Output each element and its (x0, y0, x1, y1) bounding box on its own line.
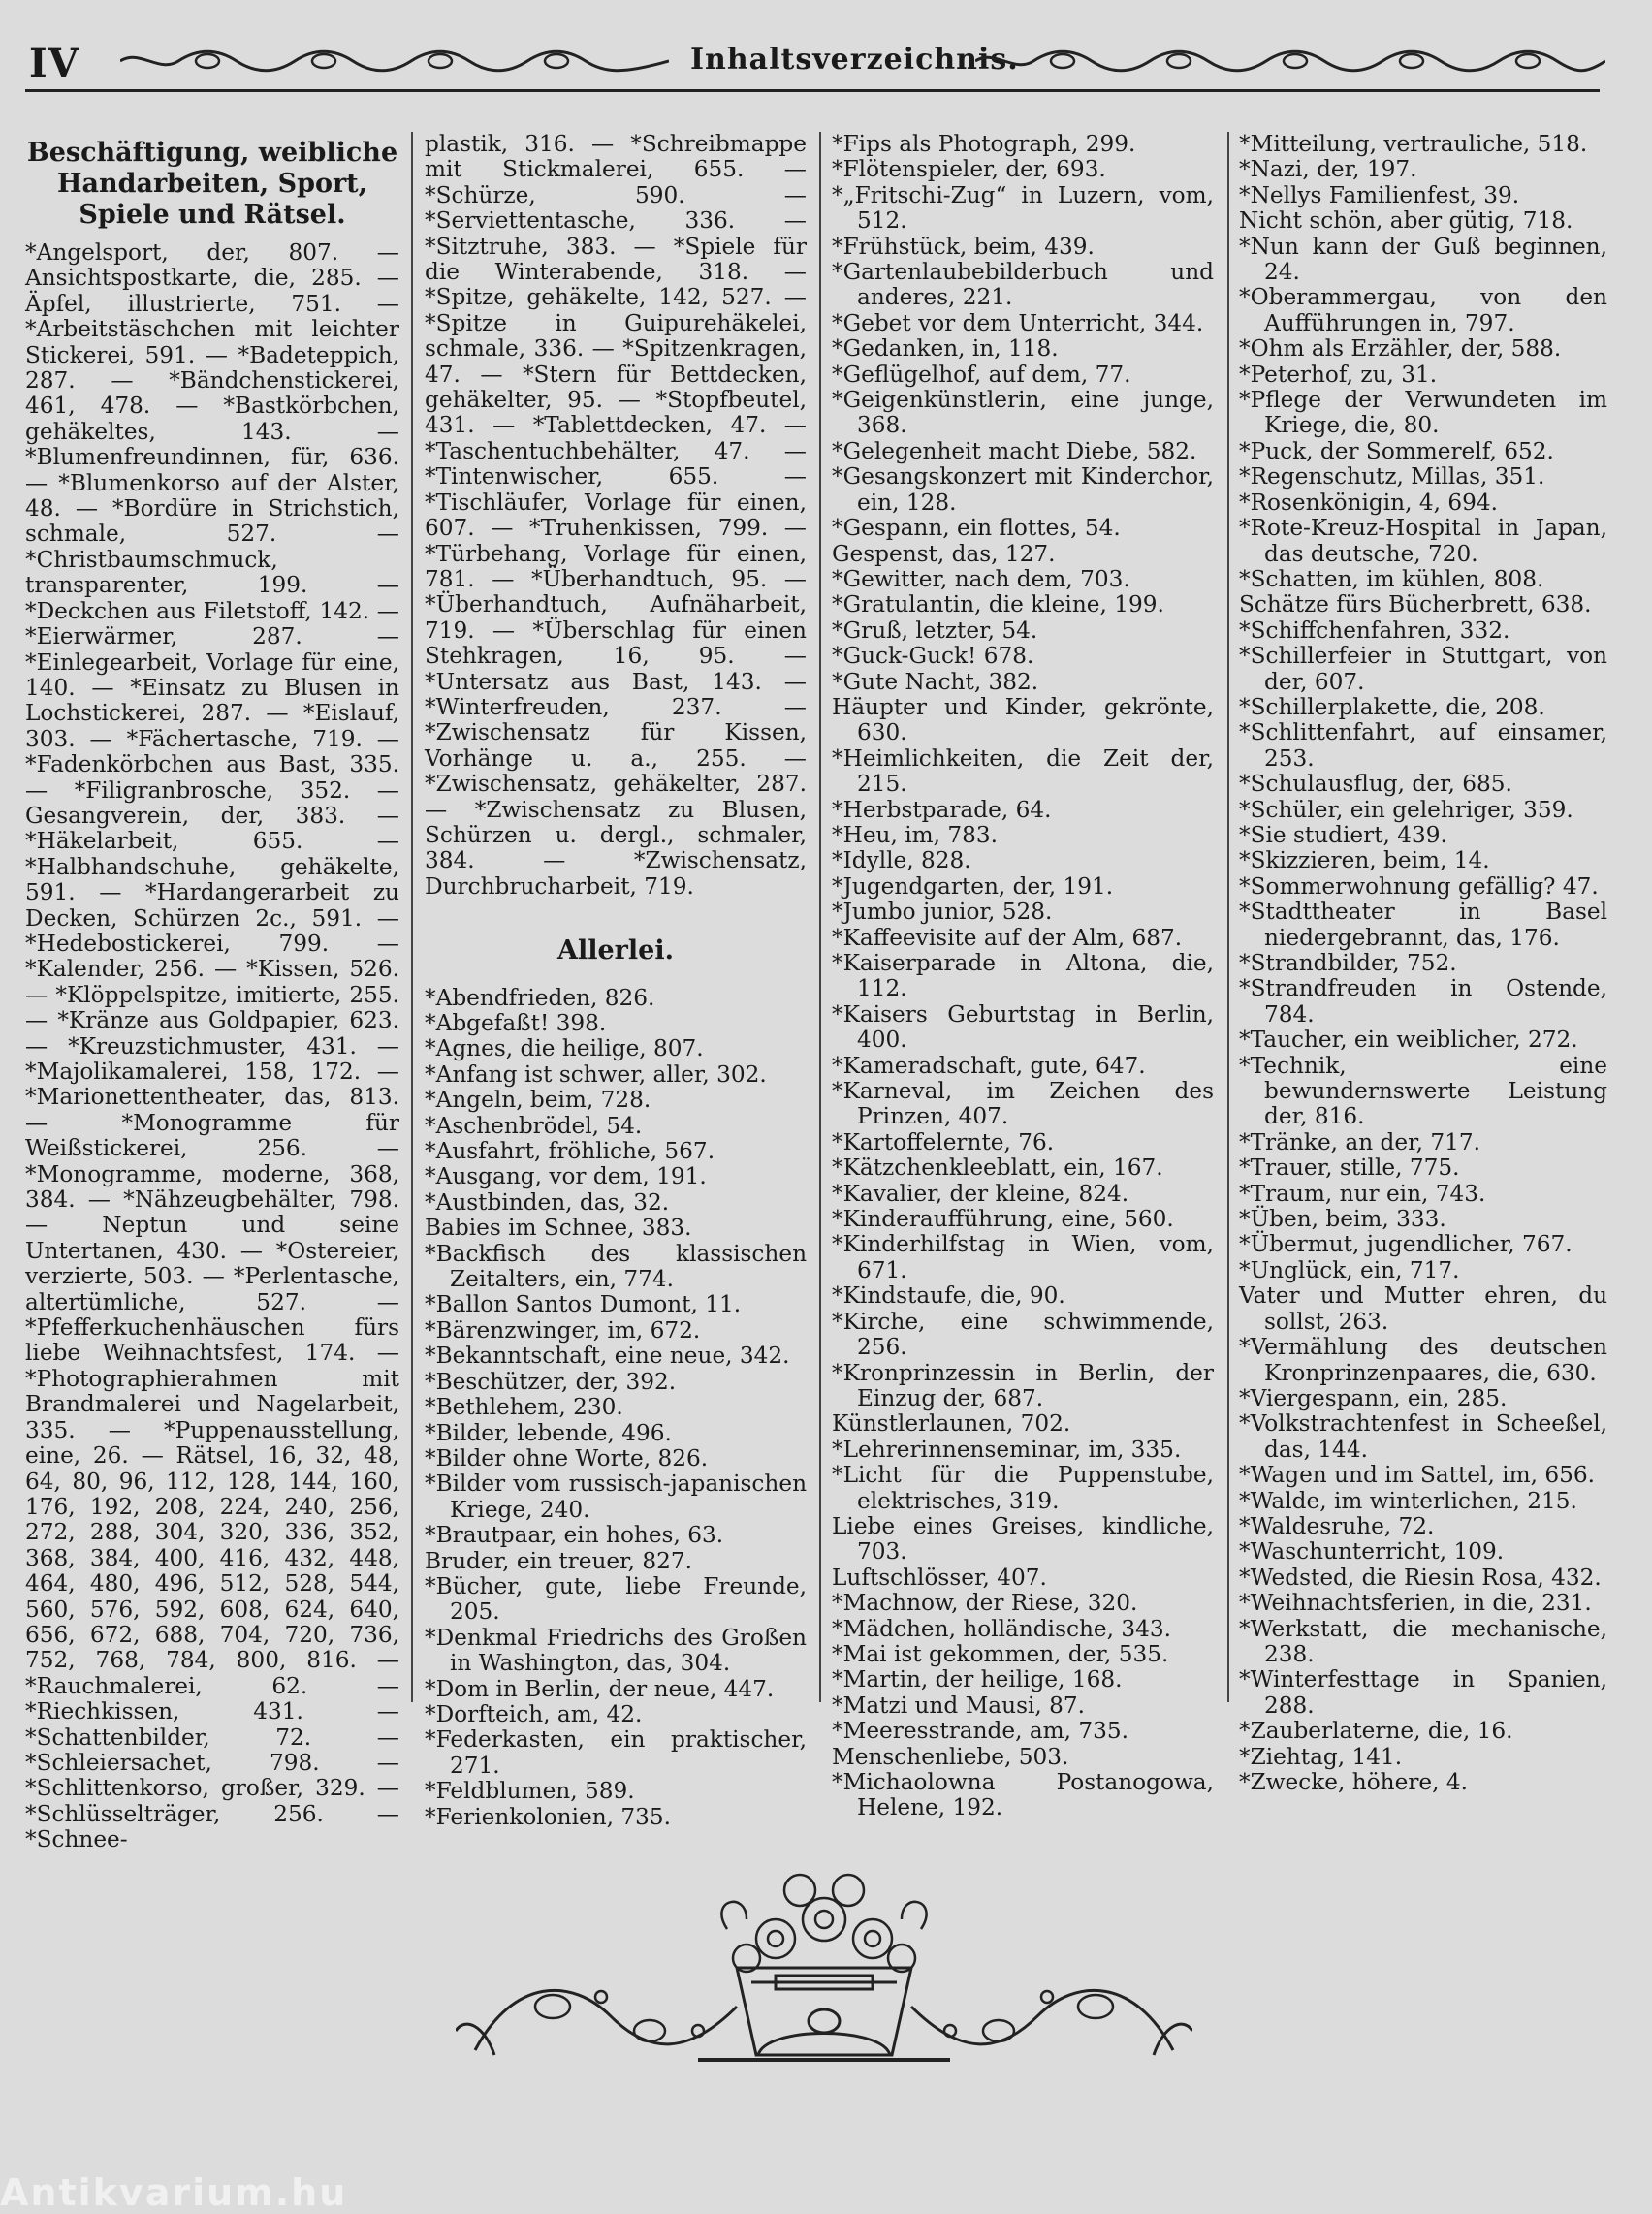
column-divider-2 (819, 132, 821, 1702)
page-number: IV (29, 41, 79, 86)
allerlei-entry: *Gesangskonzert mit Kinderchor, ein, 128. (832, 463, 1214, 516)
allerlei-entry: *Sommerwohnung gefällig? 47. (1239, 872, 1599, 900)
header-ornament-left (120, 48, 669, 74)
allerlei-entry: *Brautpaar, ein hohes, 63. (425, 1522, 724, 1549)
allerlei-entry: *Walde, im winterlichen, 215. (1239, 1487, 1577, 1514)
allerlei-entry: *Schillerplakette, die, 208. (1239, 693, 1545, 720)
watermark: Antikvarium.hu (0, 2171, 348, 2214)
allerlei-entry: Nicht schön, aber gütig, 718. (1239, 207, 1573, 235)
allerlei-entry: *Herbstparade, 64. (832, 796, 1052, 823)
allerlei-entry: *Ziehtag, 141. (1239, 1743, 1403, 1770)
allerlei-entry: *Bilder, lebende, 496. (425, 1419, 672, 1446)
allerlei-entry: *Ausgang, vor dem, 191. (425, 1163, 707, 1190)
allerlei-entry: *Guck-Guck! 678. (832, 643, 1034, 670)
allerlei-entry: *Martin, der heilige, 168. (832, 1666, 1123, 1693)
section-text-handarbeiten-continued: plastik, 316. — *Schreibmappe mit Stickmalerei, 655. — *Schürze, 590. — *Serviettentasche, 336. — *Sitztruhe, 383. — *Spiele für die Winterabende, 318. — *Spitze, gehäkelte, 142, 527. — *Spitze in Guipurehäkelei, schmale, 336. — *Spitzenkragen, 47. — *Stern für Bettdecken, gehäkelter, 95. — *Stopfbeutel, 431. — *Tablettdecken, 47. — *Taschentuchbehälter, 47. — *Tintenwischer, 655. — *Tischläufer, Vorlage für einen, 607. — *Truhenkissen, 799. — *Türbehang, Vorlage für einen, 781. — *Überhandtuch, 95. — *Überhandtuch, Aufnäharbeit, 719. — *Überschlag für einen Stehkragen, 16, 95. — *Untersatz aus Bast, 143. — *Winterfreuden, 237. — *Zwischensatz für Kissen, Vorhänge u. a., 255. — *Zwischensatz, gehäkelter, 287. — *Zwischensatz zu Blusen, Schürzen u. dergl., schmaler, 384. — *Zwischensatz, Durchbrucharbeit, 719. (425, 131, 807, 900)
allerlei-entry: *Schatten, im kühlen, 808. (1239, 565, 1544, 592)
allerlei-entry: *Fips als Photograph, 299. (832, 131, 1136, 157)
allerlei-entry: *Denkmal Friedrichs des Großen in Washington, das, 304. (425, 1624, 807, 1677)
allerlei-entry: *Strandbilder, 752. (1239, 950, 1457, 976)
allerlei-entry: *Rosenkönigin, 4, 694. (1239, 489, 1498, 516)
allerlei-entry: *Mädchen, holländische, 343. (832, 1615, 1171, 1642)
allerlei-entry: *Gewitter, nach dem, 703. (832, 565, 1130, 592)
allerlei-entry: *Karneval, im Zeichen des Prinzen, 407. (832, 1078, 1214, 1130)
allerlei-entry: *Strandfreuden in Ostende, 784. (1239, 975, 1607, 1028)
allerlei-entry: *Rote-Kreuz-Hospital in Japan, das deutsche, 720. (1239, 515, 1607, 567)
allerlei-entry: *Ferienkolonien, 735. (425, 1803, 672, 1830)
allerlei-entry: *Michaolowna Postanogowa, Helene, 192. (832, 1769, 1214, 1821)
allerlei-entry: *Winterfesttage in Spanien, 288. (1239, 1666, 1607, 1719)
allerlei-entry: *Aschenbrödel, 54. (425, 1112, 643, 1139)
allerlei-entry: *Wedsted, die Riesin Rosa, 432. (1239, 1564, 1602, 1591)
allerlei-entry: Babies im Schnee, 383. (425, 1215, 692, 1242)
allerlei-entry: *Ausfahrt, fröhliche, 567. (425, 1138, 715, 1165)
allerlei-entry: *Oberammergau, von den Aufführungen in, 797. (1239, 284, 1607, 336)
index-column-2 (425, 132, 807, 1830)
allerlei-entry: *Traum, nur ein, 743. (1239, 1180, 1486, 1207)
allerlei-entry: *Kameradschaft, gute, 647. (832, 1052, 1146, 1079)
allerlei-entry: *Nellys Familienfest, 39. (1239, 181, 1520, 208)
allerlei-entry: *Stadttheater in Basel niedergebrannt, das, 176. (1239, 899, 1607, 951)
allerlei-entry: *Agnes, die heilige, 807. (425, 1035, 704, 1062)
allerlei-entry: *Lehrerinnenseminar, im, 335. (832, 1436, 1182, 1463)
allerlei-entry: *Licht für die Puppenstube, elektrisches, 319. (832, 1462, 1214, 1514)
allerlei-entry: *Kaffeevisite auf der Alm, 687. (832, 924, 1183, 951)
entry-list-allerlei-1 (425, 986, 807, 1830)
allerlei-entry: *Idylle, 828. (832, 847, 971, 874)
allerlei-entry: *Ballon Santos Dumont, 11. (425, 1291, 742, 1318)
entry-list-allerlei-2 (832, 132, 1214, 1821)
allerlei-entry: *Volkstrachtenfest in Scheeßel, das, 144. (1239, 1410, 1607, 1463)
allerlei-entry: *Skizzieren, beim, 14. (1239, 847, 1490, 874)
allerlei-entry: *Kartoffelernte, 76. (832, 1128, 1055, 1155)
allerlei-entry: *Trauer, stille, 775. (1239, 1154, 1460, 1182)
allerlei-entry: *Abgefaßt! 398. (425, 1010, 607, 1036)
allerlei-entry: *Feldblumen, 589. (425, 1778, 635, 1805)
allerlei-entry: *Dorfteich, am, 42. (425, 1700, 643, 1727)
allerlei-entry: *Unglück, ein, 717. (1239, 1256, 1460, 1283)
allerlei-entry: *Bekanntschaft, eine neue, 342. (425, 1343, 790, 1370)
allerlei-entry: *Ohm als Erzähler, der, 588. (1239, 335, 1562, 363)
allerlei-entry: *Viergespann, ein, 285. (1239, 1384, 1508, 1411)
allerlei-entry: *Bücher, gute, liebe Freunde, 205. (425, 1572, 807, 1626)
allerlei-entry: *Waldesruhe, 72. (1239, 1512, 1435, 1539)
allerlei-entry: *Schiffchenfahren, 332. (1239, 617, 1510, 644)
allerlei-entry: *Bilder ohne Worte, 826. (425, 1444, 709, 1471)
allerlei-entry: *Gruß, letzter, 54. (832, 617, 1038, 644)
allerlei-entry: *Puck, der Sommerelf, 652. (1239, 437, 1554, 464)
allerlei-entry: *Kinderhilfstag in Wien, vom, 671. (832, 1231, 1214, 1283)
allerlei-entry: *Kindstaufe, die, 90. (832, 1282, 1065, 1310)
allerlei-entry: *Gedanken, in, 118. (832, 335, 1059, 363)
index-column-1 (25, 132, 399, 1853)
allerlei-entry: Schätze fürs Bücherbrett, 638. (1239, 591, 1592, 618)
allerlei-entry: *Peterhof, zu, 31. (1239, 361, 1438, 388)
allerlei-entry: *Kätzchenkleeblatt, ein, 167. (832, 1154, 1163, 1182)
allerlei-entry: *Jumbo junior, 528. (832, 899, 1053, 926)
header-rule (25, 89, 1600, 92)
allerlei-entry: *Gelegenheit macht Diebe, 582. (832, 437, 1197, 464)
allerlei-entry: *Geflügelhof, auf dem, 77. (832, 361, 1131, 388)
allerlei-entry: *Mitteilung, vertrauliche, 518. (1239, 131, 1588, 157)
allerlei-entry: *Tränke, an der, 717. (1239, 1128, 1481, 1155)
allerlei-entry: *Kaiserparade in Altona, die, 112. (832, 950, 1214, 1002)
allerlei-entry: *Regenschutz, Millas, 351. (1239, 463, 1545, 490)
allerlei-entry: *Übermut, jugendlicher, 767. (1239, 1231, 1573, 1258)
allerlei-entry: *Gratulantin, die kleine, 199. (832, 591, 1164, 618)
allerlei-entry: *Waschunterricht, 109. (1239, 1538, 1505, 1566)
allerlei-entry: *Heimlichkeiten, die Zeit der, 215. (832, 744, 1214, 798)
column-divider-3 (1227, 132, 1229, 1702)
allerlei-entry: *Frühstück, beim, 439. (832, 233, 1095, 260)
allerlei-entry: *Mai ist gekommen, der, 535. (832, 1640, 1169, 1667)
entry-list-allerlei-3 (1239, 132, 1607, 1795)
allerlei-entry: *Heu, im, 783. (832, 821, 998, 848)
allerlei-entry: *Schlittenfahrt, auf einsamer, 253. (1239, 719, 1607, 772)
allerlei-entry: Bruder, ein treuer, 827. (425, 1547, 693, 1574)
allerlei-entry: *Gespann, ein flottes, 54. (832, 515, 1121, 542)
allerlei-entry: *Machnow, der Riese, 320. (832, 1590, 1138, 1617)
allerlei-entry: *Kirche, eine schwimmende, 256. (832, 1308, 1214, 1361)
allerlei-entry: *„Fritschi-Zug“ in Luzern, vom, 512. (832, 181, 1214, 235)
allerlei-entry: *Nazi, der, 197. (1239, 156, 1417, 183)
allerlei-entry: *Werkstatt, die mechanische, 238. (1239, 1615, 1607, 1667)
allerlei-entry: *Zwecke, höhere, 4. (1239, 1769, 1468, 1795)
allerlei-entry: *Sie studiert, 439. (1239, 821, 1447, 848)
allerlei-entry: *Federkasten, ein praktischer, 271. (425, 1726, 807, 1779)
allerlei-entry: *Geigenkünstlerin, eine junge, 368. (832, 387, 1214, 439)
allerlei-entry: *Gebet vor dem Unterricht, 344. (832, 309, 1204, 336)
section-title-allerlei: Allerlei. (557, 935, 674, 966)
index-column-3 (832, 132, 1214, 1821)
allerlei-entry: Künstlerlaunen, 702. (832, 1410, 1071, 1438)
allerlei-entry: *Nun kann der Guß beginnen, 24. (1239, 233, 1607, 286)
allerlei-entry: *Matzi und Mausi, 87. (832, 1692, 1085, 1719)
allerlei-entry: *Meeresstrande, am, 735. (832, 1718, 1129, 1745)
allerlei-entry: *Kavalier, der kleine, 824. (832, 1180, 1129, 1207)
allerlei-entry: *Jugendgarten, der, 191. (832, 872, 1114, 900)
allerlei-entry: *Flötenspieler, der, 693. (832, 156, 1106, 183)
section-title-handarbeiten: Beschäftigung, weibliche Handarbeiten, Sport, Spiele und Rätsel. (26, 138, 398, 230)
allerlei-entry: *Bethlehem, 230. (425, 1394, 623, 1421)
allerlei-entry: Liebe eines Greises, kindliche, 703. (832, 1512, 1214, 1566)
index-column-4 (1239, 132, 1607, 1795)
allerlei-entry: *Taucher, ein weiblicher, 272. (1239, 1027, 1578, 1054)
allerlei-entry: *Gute Nacht, 382. (832, 668, 1039, 695)
allerlei-entry: Luftschlösser, 407. (832, 1564, 1047, 1591)
column-divider-1 (411, 132, 413, 1702)
allerlei-entry: *Bärenzwinger, im, 672. (425, 1316, 701, 1344)
allerlei-entry: *Bilder vom russisch-japanischen Kriege, 240. (425, 1471, 807, 1523)
allerlei-entry: *Backfisch des klassischen Zeitalters, ein, 774. (425, 1240, 807, 1293)
allerlei-entry: *Technik, eine bewundernswerte Leistung der, 816. (1239, 1052, 1607, 1130)
allerlei-entry: *Pflege der Verwundeten im Kriege, die, 80. (1239, 387, 1607, 439)
header-ornament-right (975, 48, 1605, 74)
allerlei-entry: Häupter und Kinder, gekrönte, 630. (832, 693, 1214, 746)
allerlei-entry: *Gartenlaubebilderbuch und anderes, 221. (832, 259, 1214, 311)
section-text-handarbeiten: *Angelsport, der, 807. — Ansichtspostkarte, die, 285. — Äpfel, illustrierte, 751. — *Arbeitstäschchen mit leichter Stickerei, 591. — *Badeteppich, 287. — *Bändchenstickerei, 461, 478. — *Bastkörbchen, gehäkeltes, 143. — *Blumenfreundinnen, für, 636. — *Blumenkorso auf der Alster, 48. — *Bordüre in Strichstich, schmale, 527. — *Christbaumschmuck, transparenter, 199. — *Deckchen aus Filetstoff, 142. — *Eierwärmer, 287. — *Einlegearbeit, Vorlage für eine, 140. — *Einsatz zu Blusen in Lochstickerei, 287. — *Eislauf, 303. — *Fächertasche, 719. — *Fadenkörbchen aus Bast, 335. — *Filigranbrosche, 352. — Gesangverein, der, 383. — *Häkelarbeit, 655. — *Halbhandschuhe, gehäkelte, 591. — *Hardangerarbeit zu Decken, Schürzen 2c., 591. — *Hedebostickerei, 799. — *Kalender, 256. — *Kissen, 526. — *Klöppelspitze, imitierte, 255. — *Kränze aus Goldpapier, 623. — *Kreuzstichmuster, 431. — *Majolikamalerei, 158, 172. — *Marionettentheater, das, 813. — *Monogramme für Weißstickerei, 256. — *Monogramme, moderne, 368, 384. — *Nähzeugbehälter, 798. — Neptun und seine Untertanen, 430. — *Ostereier, verzierte, 503. — *Perlentasche, altertümliche, 527. — *Pfefferkuchenhäuschen fürs liebe Weihnachtsfest, 174. — *Photographierahmen mit Brandmalerei und Nagelarbeit, 335. — *Puppenausstellung, eine, 26. — Rätsel, 16, 32, 48, 64, 80, 96, 112, 128, 144, 160, 176, 192, 208, 224, 240, 256, 272, 288, 304, 320, 336, 352, 368, 384, 400, 416, 432, 448, 464, 480, 496, 512, 528, 544, 560, 576, 592, 608, 624, 640, 656, 672, 688, 704, 720, 736, 752, 768, 784, 800, 816. — *Rauchmalerei, 62. — *Riechkissen, 431. — *Schattenbilder, 72. — *Schleiersachet, 798. — *Schlittenkorso, großer, 329. — *Schlüsselträger, 256. — *Schnee- (25, 239, 399, 1853)
allerlei-entry: *Vermählung des deutschen Kronprinzenpaares, die, 630. (1239, 1334, 1607, 1386)
allerlei-entry: Menschenliebe, 503. (832, 1743, 1069, 1770)
allerlei-entry: Gespenst, das, 127. (832, 540, 1056, 567)
allerlei-entry: *Kaisers Geburtstag in Berlin, 400. (832, 1000, 1214, 1054)
allerlei-entry: *Abendfrieden, 826. (425, 984, 655, 1011)
allerlei-entry: *Zauberlaterne, die, 16. (1239, 1718, 1513, 1745)
allerlei-entry: *Dom in Berlin, der neue, 447. (425, 1675, 775, 1702)
header-title: Inhaltsverzeichnis. (690, 43, 1019, 77)
allerlei-entry: *Kinderaufführung, eine, 560. (832, 1206, 1174, 1233)
allerlei-entry: *Schillerfeier in Stuttgart, von der, 607. (1239, 643, 1607, 695)
allerlei-entry: *Beschützer, der, 392. (425, 1368, 677, 1395)
allerlei-entry: *Üben, beim, 333. (1239, 1206, 1446, 1233)
allerlei-entry: *Wagen und im Sattel, im, 656. (1239, 1462, 1595, 1489)
allerlei-entry: Vater und Mutter ehren, du sollst, 263. (1239, 1282, 1607, 1335)
allerlei-entry: *Anfang ist schwer, aller, 302. (425, 1060, 767, 1088)
footer-vignette-basket (456, 1861, 1192, 2074)
allerlei-entry: *Angeln, beim, 728. (425, 1087, 651, 1114)
allerlei-entry: *Schulausflug, der, 685. (1239, 771, 1512, 798)
allerlei-entry: *Austbinden, das, 32. (425, 1188, 670, 1216)
allerlei-entry: *Schüler, ein gelehriger, 359. (1239, 796, 1573, 823)
allerlei-entry: *Kronprinzessin in Berlin, der Einzug der, 687. (832, 1359, 1214, 1411)
allerlei-entry: *Weihnachtsferien, in die, 231. (1239, 1590, 1592, 1617)
